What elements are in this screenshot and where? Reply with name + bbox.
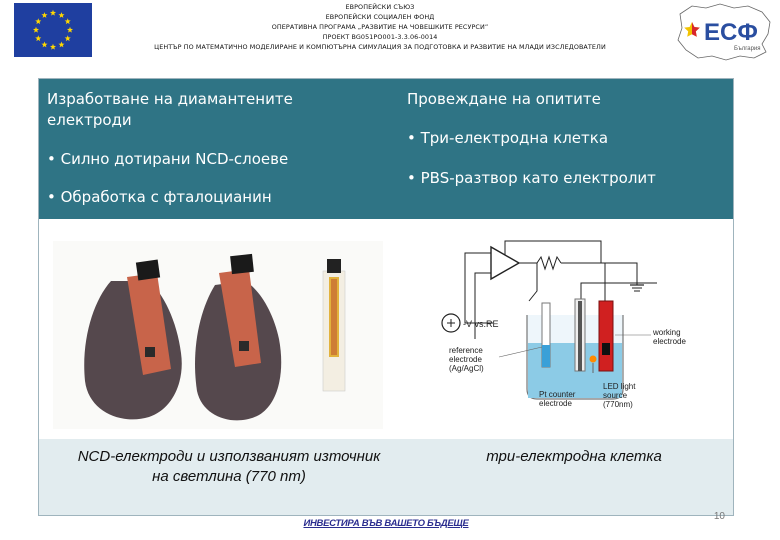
esf-logo-text: ЕСФ <box>704 19 758 46</box>
reference-electrode-label-2: electrode <box>449 355 482 364</box>
voltage-label: -V vs.RE <box>463 319 499 329</box>
header-line-project: ПРОЕКТ BG051PO001-3.3.06-0014 <box>322 33 438 41</box>
right-text-column <box>407 89 727 188</box>
project-header <box>100 2 660 52</box>
electrodes-photo <box>53 241 383 429</box>
header-line-center: ЦЕНТЪР ПО МАТЕМАТИЧНО МОДЕЛИРАНЕ И КОМПЮТЪРНА СИМУЛАЦИЯ ЗА ПОДГОТОВКА И РАЗВИТИЕ НА МЛАДИ ИЗСЛЕДОВАТЕЛИ <box>154 43 606 51</box>
left-bullet-1: • Силно дотирани NCD-слоеве <box>47 149 377 169</box>
three-electrode-cell-diagram <box>429 239 719 421</box>
header-line-eu: ЕВРОПЕЙСКИ СЪЮЗ <box>345 3 415 11</box>
page-number: 10 <box>713 511 725 522</box>
esf-logo <box>672 0 776 62</box>
led-source-label-2: source <box>603 391 628 400</box>
header-line-programme: ОПЕРАТИВНА ПРОГРАМА „РАЗВИТИЕ НА ЧОВЕШКИТЕ РЕСУРСИ” <box>271 23 489 31</box>
working-electrode-label-2: electrode <box>653 337 686 346</box>
teal-header-band <box>39 79 733 219</box>
right-bullet-2: • PBS-разтвор като електролит <box>407 168 727 188</box>
left-text-column <box>47 89 377 207</box>
right-bullet-1: • Три-електродна клетка <box>407 128 727 148</box>
eu-flag-logo <box>14 3 92 57</box>
led-source-image <box>323 259 345 391</box>
left-bullet-2: • Обработка с фталоцианин <box>47 187 377 207</box>
header-line-esf: ЕВРОПЕЙСКИ СОЦИАЛЕН ФОНД <box>325 13 435 21</box>
reference-electrode-label-3: (Ag/AgCl) <box>449 364 484 373</box>
led-source-label-3: (770nm) <box>603 400 633 409</box>
counter-electrode-label-1: Pt counter <box>539 390 576 399</box>
right-column-title: Провеждане на опитите <box>407 90 601 108</box>
led-source-label-1: LED light <box>603 382 636 391</box>
footer-slogan: ИНВЕСТИРА ВЪВ ВАШЕТО БЪДЕЩЕ <box>303 518 469 529</box>
diagram-caption: три-електродна клетка <box>486 448 662 465</box>
photo-caption: NCD-електроди и използваният източник на светлина (770 nm) <box>77 448 381 485</box>
reference-electrode-label-1: reference <box>449 346 483 355</box>
slide-frame <box>38 78 734 522</box>
esf-logo-subtext: България <box>734 46 761 52</box>
working-electrode-label-1: working <box>653 328 681 337</box>
caption-band <box>39 439 733 515</box>
left-column-title: Изработване на диамантените електроди <box>47 90 293 129</box>
counter-electrode-label-2: electrode <box>539 399 572 408</box>
